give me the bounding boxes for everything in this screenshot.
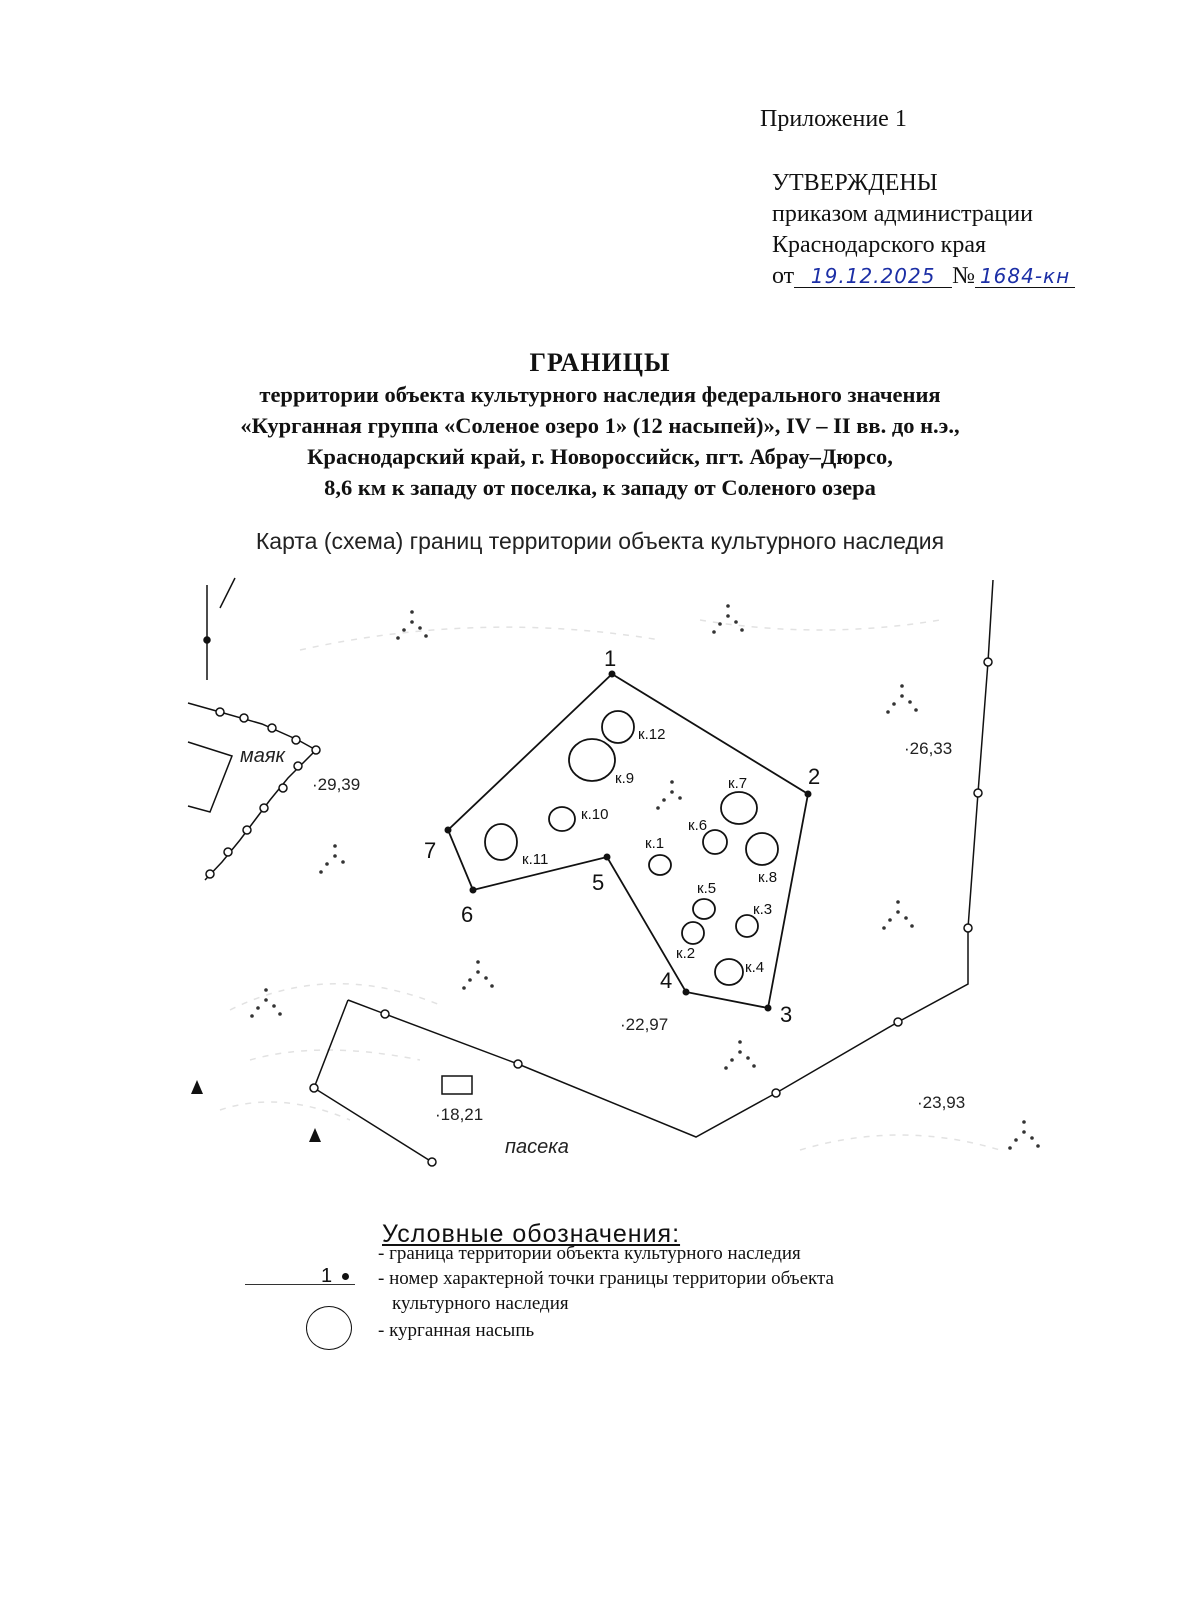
lighthouse-structure: [188, 703, 320, 880]
boundary-point-7: [445, 827, 452, 834]
elevation-marks: [312, 739, 965, 1124]
mound-5: [693, 899, 715, 919]
point-marker-icon: [342, 1273, 349, 1280]
approval-block: [772, 168, 1075, 292]
mound-11: [485, 824, 517, 860]
title-heading: ГРАНИЦЫ: [529, 348, 671, 377]
elevation-mark: ·29,39: [312, 775, 361, 794]
mound-label: к.5: [697, 880, 717, 897]
mound-label: к.6: [688, 817, 708, 834]
mound-labels: [522, 726, 777, 976]
legend-point-number: 1: [321, 1265, 333, 1287]
order-label: приказом администрации: [772, 201, 1033, 227]
mound-8: [746, 833, 778, 865]
legend-point-sample: [321, 1265, 349, 1288]
mound-label: к.4: [745, 959, 765, 976]
date-value: 19.12.2025: [810, 264, 936, 288]
legend-point-text-2: культурного наследия: [392, 1293, 569, 1314]
mound-4: [715, 959, 743, 985]
legend-title: Условные обозначения:: [382, 1220, 681, 1248]
date-prefix: от: [772, 263, 795, 289]
elevation-mark: ·23,93: [917, 1093, 966, 1112]
boundary-point-1: [609, 671, 616, 678]
number-value: 1684-кн: [979, 264, 1071, 288]
mound-label: к.10: [581, 806, 609, 823]
date-field: [794, 265, 952, 288]
approved-label: УТВЕРЖДЕНЫ: [772, 170, 938, 196]
mound-7: [721, 792, 757, 824]
boundary-point-6: [470, 887, 477, 894]
mound-label: к.9: [615, 770, 635, 787]
road-line: [310, 580, 993, 1166]
elevation-mark: ·18,21: [435, 1105, 484, 1124]
number-prefix: №: [952, 263, 976, 289]
point-label: 4: [660, 968, 673, 993]
mound-label: к.3: [753, 901, 773, 918]
vegetation-marks: [250, 604, 1040, 1150]
mound-label: к.2: [676, 945, 696, 962]
title-line-2: «Курганная группа «Соленое озеро 1» (12 насыпей)», IV – II вв. до н.э.,: [240, 413, 960, 438]
legend-mound-text: - курганная насыпь: [378, 1320, 535, 1341]
structure-icons: [191, 1080, 321, 1142]
mound-9: [569, 739, 615, 781]
mound-label: к.1: [645, 835, 665, 852]
heritage-boundary: [448, 674, 808, 1008]
mound-10: [549, 807, 575, 831]
number-field: [975, 265, 1075, 288]
legend-boundary-text: - граница территории объекта культурного наследия: [378, 1243, 801, 1264]
mound-label: к.11: [522, 851, 549, 868]
point-label: 5: [592, 870, 605, 895]
elevation-mark: ·22,97: [620, 1015, 669, 1034]
mound-12: [602, 711, 634, 743]
mound-label: к.7: [728, 775, 748, 792]
title-line-1: территории объекта культурного наследия федерального значения: [259, 382, 941, 407]
date-number-row: [772, 261, 1075, 292]
boundary-map: [0, 560, 1200, 1210]
point-label: 3: [780, 1002, 793, 1027]
point-label: 2: [808, 764, 821, 789]
document-title: [0, 348, 1200, 502]
mound-label: к.8: [758, 869, 778, 886]
point-label: 1: [604, 646, 617, 671]
place-apiary: пасека: [505, 1136, 569, 1158]
mound-3: [736, 915, 758, 937]
title-line-4: 8,6 км к западу от поселка, к западу от Соленого озера: [324, 475, 876, 500]
boundary-point-2: [805, 791, 812, 798]
boundary-point-5: [604, 854, 611, 861]
region-label: Краснодарского края: [772, 232, 987, 258]
place-lighthouse: маяк: [240, 745, 285, 767]
legend-point-text-1: - номер характерной точки границы территории объекта: [378, 1268, 834, 1289]
point-label: 7: [424, 838, 437, 863]
mound-2: [682, 922, 704, 944]
title-line-3: Краснодарский край, г. Новороссийск, пгт. Абрау–Дюрсо,: [307, 444, 893, 469]
boundary-point-3: [765, 1005, 772, 1012]
mound-1: [649, 855, 671, 875]
boundary-point-4: [683, 989, 690, 996]
map-caption: Карта (схема) границ территории объекта культурного наследия: [255, 528, 945, 554]
terrain-hatching: [220, 620, 1000, 1150]
point-label: 6: [461, 902, 474, 927]
apiary-building: [442, 1076, 472, 1094]
elevation-mark: ·26,33: [904, 739, 953, 758]
legend-mound-icon: [306, 1306, 352, 1350]
mound-label: к.12: [638, 726, 666, 743]
north-arrow-icon: [204, 578, 235, 680]
appendix-label: Приложение 1: [760, 106, 907, 132]
